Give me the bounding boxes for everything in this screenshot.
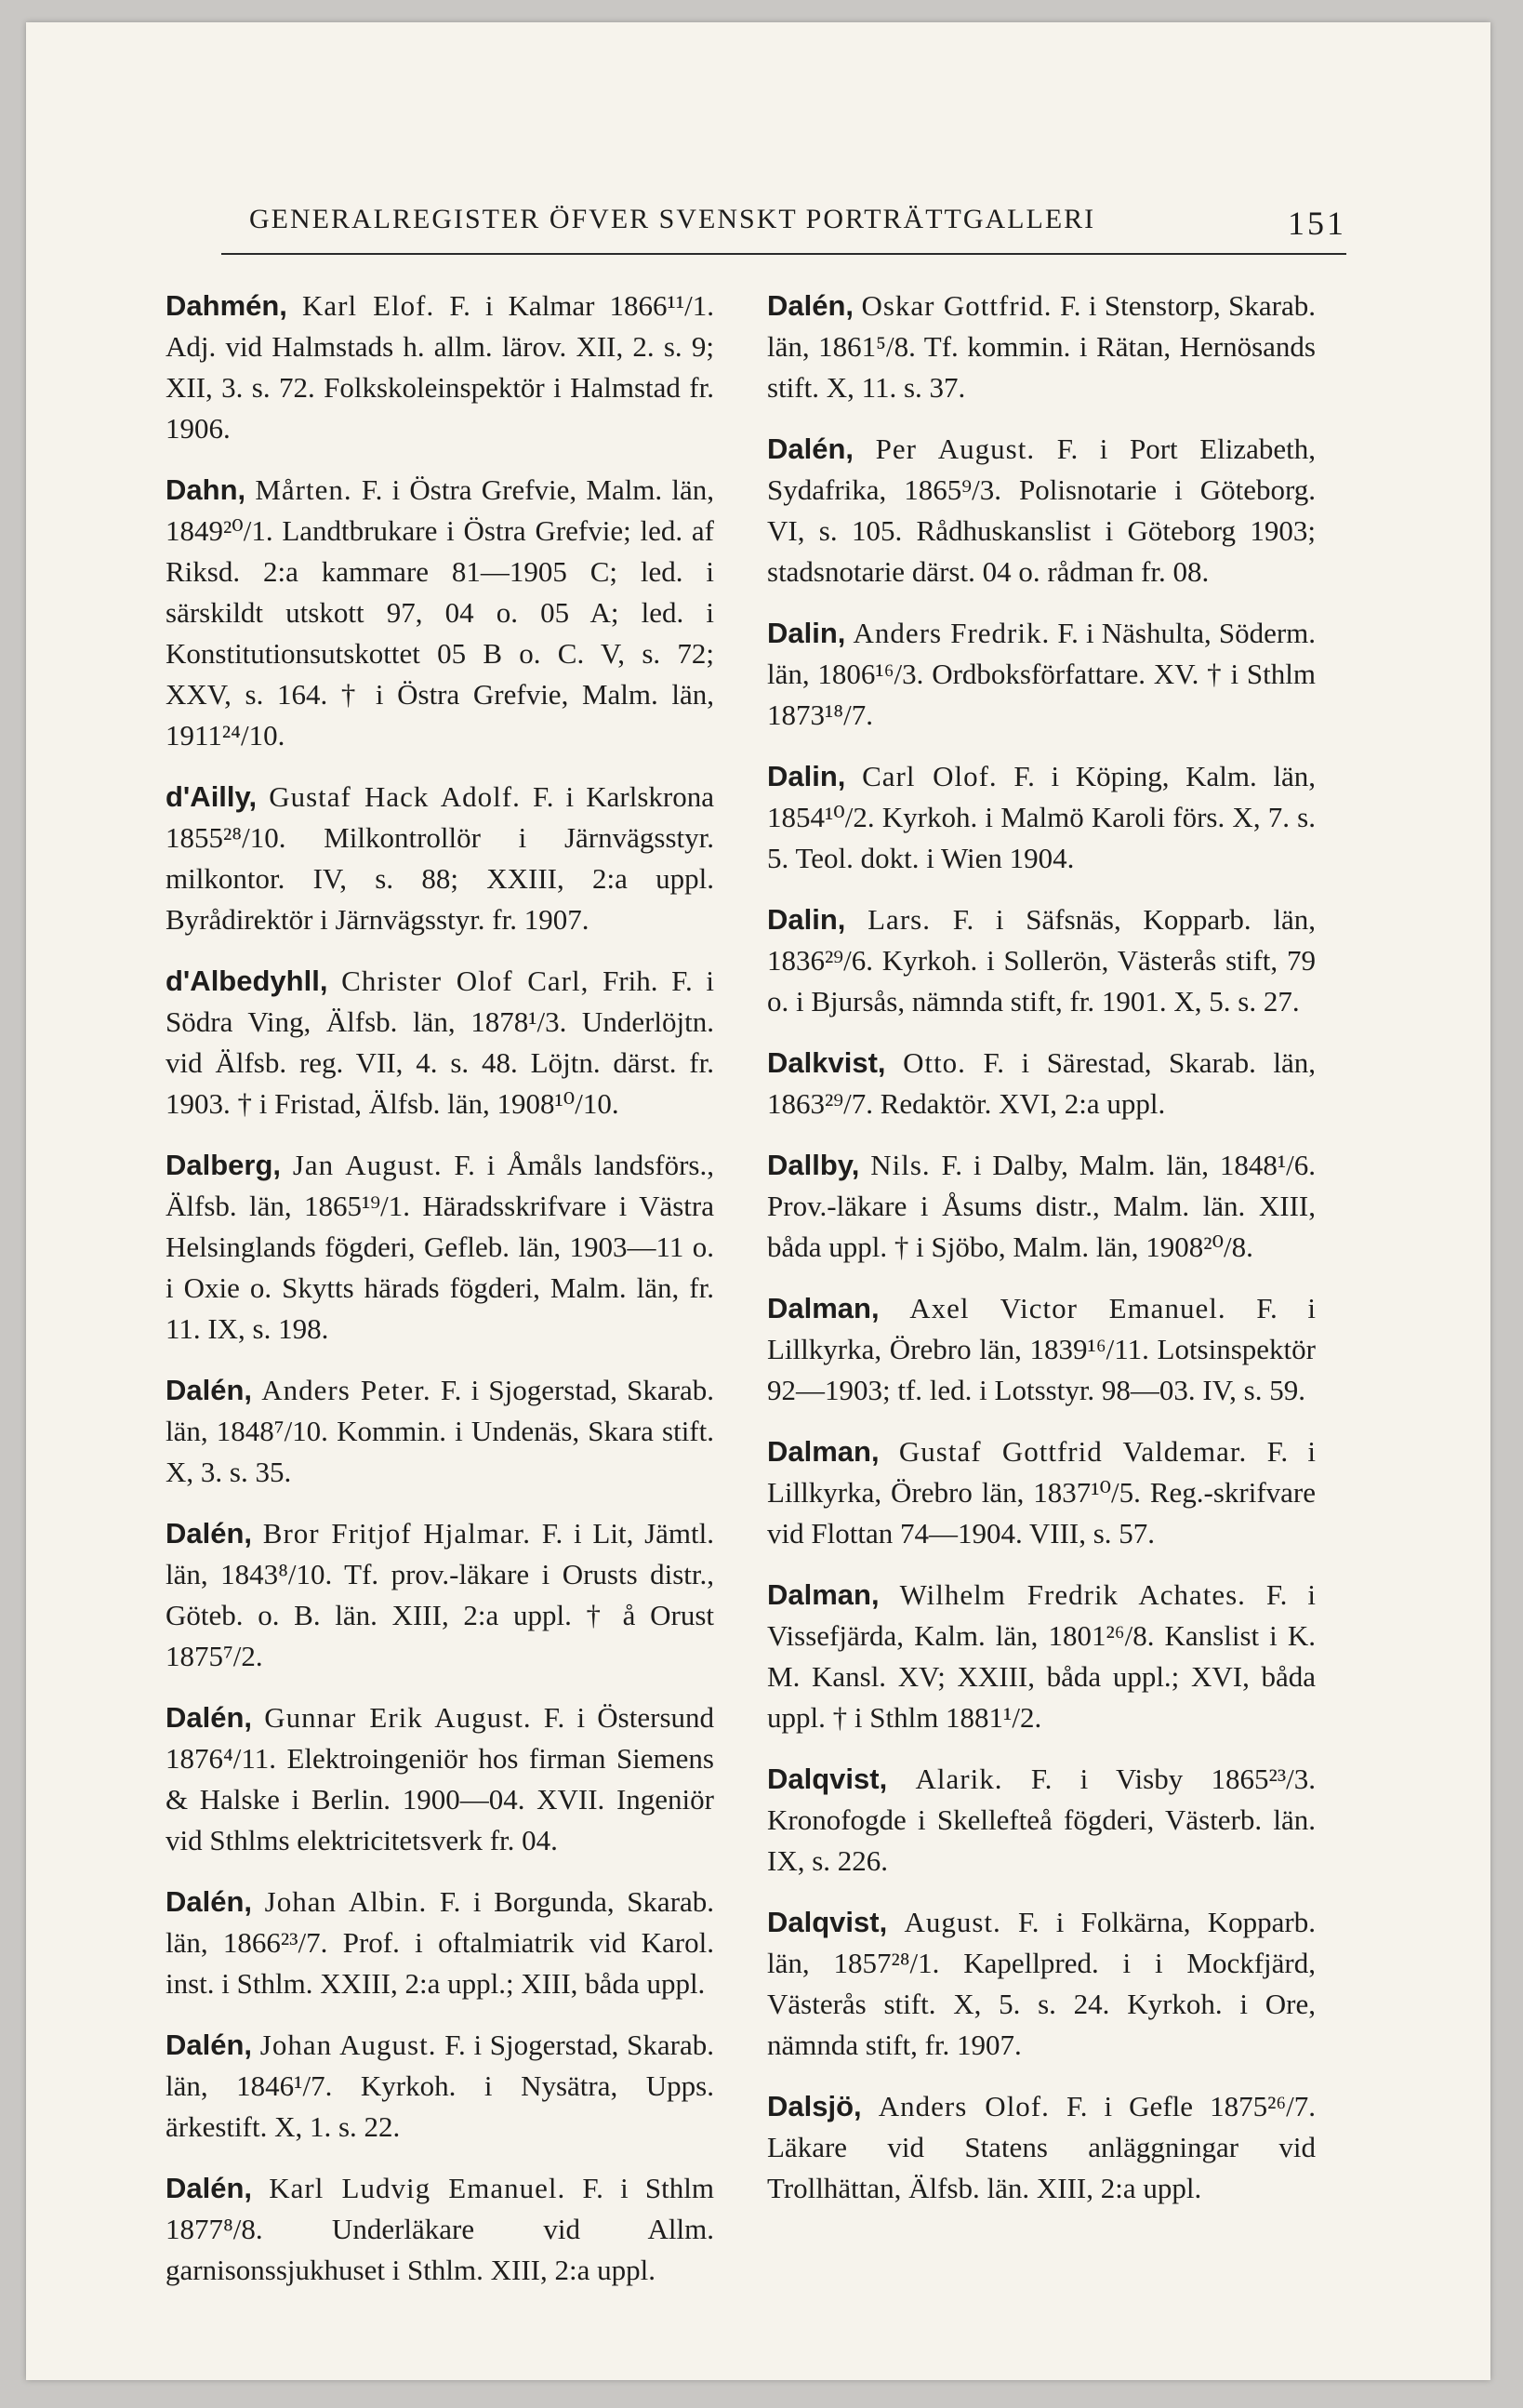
entry-given-names: Anders Peter. — [261, 1374, 431, 1406]
entry-text: F. i Vissefjärda, Kalm. län, 1801²⁶/8. Kanslist i K. M. Kansl. XV; XXIII, båda uppl.; XVI, båda uppl. † i Sthlm 1881¹/2. — [767, 1578, 1317, 1734]
entry-text: F. i Sjogerstad, Skarab. län, 1846¹/7. Kyrkoh. i Nysätra, Upps. ärkestift. X, 1. s. 22. — [166, 2029, 715, 2143]
entry-given-names: Jan August. — [292, 1149, 443, 1181]
entry-surname: Dahmén, — [166, 289, 287, 322]
entry-given-names: Anders Fredrik. — [853, 617, 1051, 649]
entry-given-names: Karl Elof. — [301, 289, 435, 322]
entry-text: F. i Folkärna, Kopparb. län, 1857²⁸/1. Kapellpred. i i Mockfjärd, Västerås stift. X, 5. s. 24. Kyrkoh. i Ore, nämnda stift, fr. 1907. — [767, 1906, 1316, 2061]
register-entry — [767, 1043, 1316, 1124]
entry-text: F. i Åmåls landsförs., Älfsb. län, 1865¹⁹/1. Häradsskrifvare i Västra Helsinglands fögderi, Gefleb. län, 1903—11 o. i Oxie o. Skytts härads fögderi, Malm. län, fr. 11. IX, s. 198. — [166, 1149, 715, 1345]
right-column — [767, 286, 1316, 2229]
entry-given-names: Bror Fritjof Hjalmar. — [262, 1517, 531, 1550]
register-entry — [767, 756, 1316, 879]
entry-given-names: Wilhelm Fredrik Achates. — [899, 1578, 1246, 1611]
entry-given-names: Christer Olof Carl, — [341, 965, 589, 997]
register-entry — [767, 613, 1316, 736]
entry-surname: Dalén, — [166, 1885, 253, 1918]
entry-surname: Dalman, — [767, 1292, 880, 1324]
entry-given-names: Lars. — [867, 903, 931, 936]
entry-given-names: Axel Victor Emanuel. — [909, 1292, 1226, 1324]
entry-surname: Dalin, — [767, 760, 846, 792]
entry-given-names: Gustaf Hack Adolf. — [269, 780, 521, 813]
register-entry — [166, 777, 714, 940]
entry-surname: Dalqvist, — [767, 1763, 888, 1795]
entry-text: F. i Östra Grefvie, Malm. län, 1849²⁰/1. Landtbrukare i Östra Grefvie; led. af Riksd. 2:a kammare 81—1905 C; led. i särskildt utskott 97, 04 o. 05 A; led. i Konstitutionsutskottet 05 B o. C. V, s. 72; XXV, s. 164. † i Östra Grefvie, Malm. län, 1911²⁴/10. — [166, 473, 715, 752]
entry-surname: Dalin, — [767, 617, 846, 649]
entry-given-names: Nils. — [870, 1149, 931, 1181]
entry-given-names: Anders Olof. — [878, 2090, 1050, 2122]
page-header — [221, 204, 1346, 250]
entry-text: F. i Östersund 1876⁴/11. Elektroingeniör hos firman Siemens & Halske i Berlin. 1900—04. XVII. Ingeniör vid Sthlms elektricitetsverk fr. 04. — [166, 1701, 715, 1856]
entry-text: F. i Sthlm 1877⁸/8. Underläkare vid Allm. garnisonssjukhuset i Sthlm. XIII, 2:a uppl. — [166, 2172, 715, 2286]
entry-surname: Dalén, — [767, 289, 854, 322]
entry-given-names: Mårten. — [255, 473, 352, 506]
register-entry — [767, 1902, 1316, 2066]
entry-surname: Dalén, — [166, 1701, 253, 1734]
entry-surname: d'Albedyhll, — [166, 965, 328, 997]
entry-text: F. i Borgunda, Skarab. län, 1866²³/7. Prof. i oftalmiatrik vid Karol. inst. i Sthlm. XXIII, 2:a uppl.; XIII, båda uppl. — [166, 1885, 715, 2000]
register-entry — [767, 899, 1316, 1022]
entry-given-names: Gustaf Gottfrid Valdemar. — [898, 1435, 1248, 1468]
register-entry — [166, 2025, 714, 2148]
register-entry — [767, 1759, 1316, 1882]
entry-text: F. i Lillkyrka, Örebro län, 1839¹⁶/11. Lotsinspektör 92—1903; tf. led. i Lotsstyr. 98—03. IV, s. 59. — [767, 1292, 1317, 1406]
entry-surname: Dalén, — [166, 1517, 253, 1550]
entry-surname: Dallby, — [767, 1149, 860, 1181]
header-rule — [221, 253, 1346, 255]
entry-surname: Dalqvist, — [767, 1906, 888, 1938]
page-number: 151 — [1288, 205, 1346, 242]
entry-given-names: Gunnar Erik August. — [264, 1701, 532, 1734]
entry-given-names: August. — [904, 1906, 1001, 1938]
register-entry — [767, 429, 1316, 592]
register-entry — [166, 470, 714, 756]
entry-text: F. i Sjogerstad, Skarab. län, 1848⁷/10. Kommin. i Undenäs, Skara stift. X, 3. s. 35. — [166, 1374, 715, 1488]
entry-surname: Dalén, — [767, 432, 854, 465]
entry-text: F. i Gefle 1875²⁶/7. Läkare vid Statens anläggningar vid Trollhättan, Älfsb. län. XIII, 2:a uppl. — [767, 2090, 1317, 2204]
entry-surname: Dalsjö, — [767, 2090, 862, 2122]
entry-text: F. i Port Elizabeth, Sydafrika, 1865⁹/3. Polisnotarie i Göteborg. VI, s. 105. Rådhuskanslist i Göteborg 1903; stadsnotarie därst. 04 o. rådman fr. 08. — [767, 432, 1316, 588]
register-entry — [767, 2086, 1316, 2209]
entry-given-names: Otto. — [903, 1046, 966, 1079]
entry-surname: Dahn, — [166, 473, 246, 506]
entry-surname: Dalberg, — [166, 1149, 282, 1181]
register-entry — [166, 1882, 714, 2004]
register-entry — [166, 1145, 714, 1350]
register-entry — [767, 1431, 1316, 1554]
entry-text: F. i Karlskrona 1855²⁸/10. Milkontrollör i Järnvägsstyr. milkontor. IV, s. 88; XXIII, 2:a uppl. Byrådirektör i Järnvägsstyr. fr. 1907. — [166, 780, 714, 936]
entry-given-names: Johan Albin. — [264, 1885, 428, 1918]
entry-text: F. i Näshulta, Söderm. län, 1806¹⁶/3. Ordboksförfattare. XV. † i Sthlm 1873¹⁸/7. — [767, 617, 1317, 731]
entry-surname: Dalman, — [767, 1578, 880, 1611]
entry-text: F. i Lillkyrka, Örebro län, 1837¹⁰/5. Reg.-skrifvare vid Flottan 74—1904. VIII, s. 57. — [767, 1435, 1316, 1550]
entry-given-names: Oskar Gottfrid. — [861, 289, 1053, 322]
entry-text: F. i Särestad, Skarab. län, 1863²⁹/7. Redaktör. XVI, 2:a uppl. — [767, 1046, 1316, 1120]
entry-text: F. i Säfsnäs, Kopparb. län, 1836²⁹/6. Kyrkoh. i Sollerön, Västerås stift, 79 o. i Bjursås, nämnda stift, fr. 1901. X, 5. s. 27. — [767, 903, 1316, 1018]
register-entry — [767, 1575, 1316, 1738]
entry-text: Frih. F. i Södra Ving, Älfsb. län, 1878¹/3. Underlöjtn. vid Älfsb. reg. VII, 4. s. 48. Löjtn. därst. fr. 1903. † i Fristad, Älfsb. län, 1908¹⁰/10. — [166, 965, 715, 1120]
entry-surname: Dalkvist, — [767, 1046, 886, 1079]
entry-text: F. i Visby 1865²³/3. Kronofogde i Skellefteå fögderi, Västerb. län. IX, s. 226. — [767, 1763, 1317, 1877]
entry-surname: d'Ailly, — [166, 780, 258, 813]
entry-surname: Dalman, — [767, 1435, 880, 1468]
entry-text: F. i Dalby, Malm. län, 1848¹/6. Prov.-läkare i Åsums distr., Malm. län. XIII, båda uppl. † i Sjöbo, Malm. län, 1908²⁰/8. — [767, 1149, 1316, 1263]
left-column — [166, 286, 714, 2311]
register-entry — [767, 286, 1316, 408]
register-entry — [166, 1513, 714, 1677]
register-entry — [767, 1288, 1316, 1411]
entry-surname: Dalin, — [767, 903, 846, 936]
entry-text: F. i Stenstorp, Skarab. län, 1861⁵/8. Tf. kommin. i Rätan, Hernösands stift. X, 11. s. 37. — [767, 289, 1317, 404]
register-entry — [166, 1370, 714, 1493]
entry-given-names: Carl Olof. — [862, 760, 998, 792]
document-page — [26, 22, 1490, 2380]
register-entry — [166, 286, 714, 449]
entry-given-names: Per August. — [875, 432, 1036, 465]
entry-text: F. i Köping, Kalm. län, 1854¹⁰/2. Kyrkoh. i Malmö Karoli förs. X, 7. s. 5. Teol. dokt. i Wien 1904. — [767, 760, 1317, 874]
entry-given-names: Karl Ludvig Emanuel. — [269, 2172, 566, 2204]
running-title: GENERALREGISTER ÖFVER SVENSKT PORTRÄTTGALLERI — [249, 204, 1096, 234]
entry-text: F. i Kalmar 1866¹¹/1. Adj. vid Halmstads h. allm. lärov. XII, 2. s. 9; XII, 3. s. 72. Folkskoleinspektör i Halmstad fr. 1906. — [166, 289, 715, 445]
entry-surname: Dalén, — [166, 2172, 253, 2204]
register-entry — [166, 2168, 714, 2291]
register-entry — [166, 961, 714, 1124]
entry-surname: Dalén, — [166, 2029, 253, 2061]
entry-text: F. i Lit, Jämtl. län, 1843⁸/10. Tf. prov.-läkare i Orusts distr., Göteb. o. B. län. XIII, 2:a uppl. † å Orust 1875⁷/2. — [166, 1517, 714, 1672]
register-entry — [767, 1145, 1316, 1268]
entry-given-names: Alarik. — [915, 1763, 1003, 1795]
entry-surname: Dalén, — [166, 1374, 253, 1406]
register-entry — [166, 1697, 714, 1861]
entry-given-names: Johan August. — [259, 2029, 437, 2061]
